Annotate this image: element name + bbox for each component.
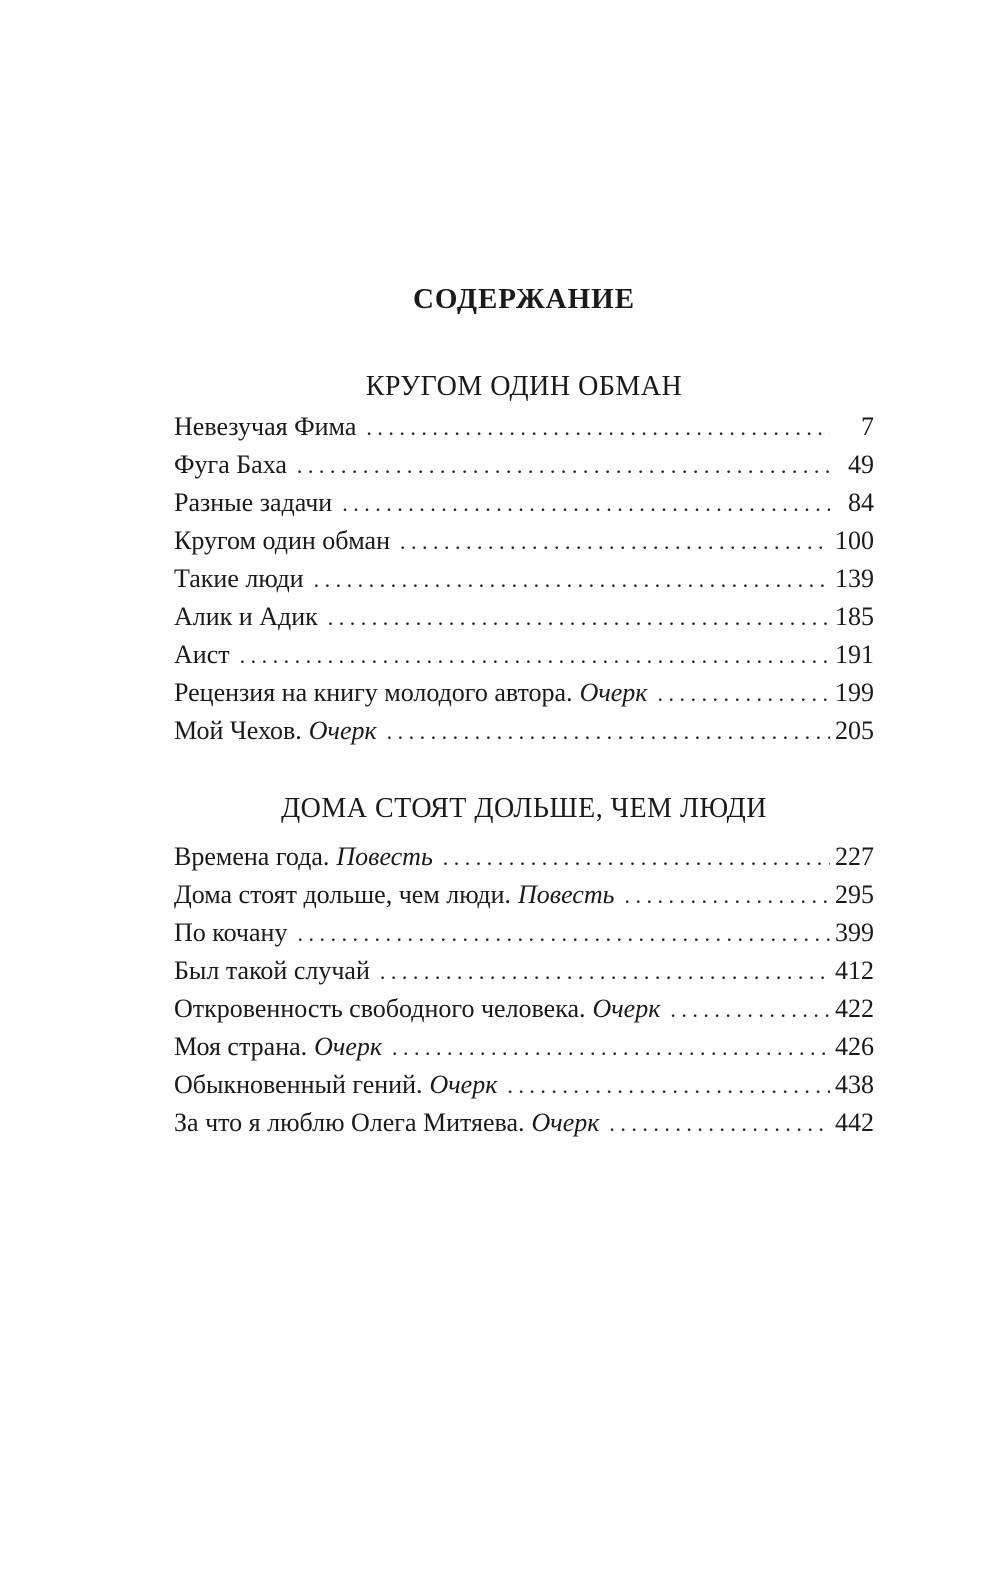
entry-genre-note: Повесть <box>518 880 615 909</box>
toc-entry[interactable] <box>174 712 874 750</box>
entry-page-number: 426 <box>835 1032 874 1061</box>
toc-entry[interactable] <box>174 598 874 636</box>
entry-page-number: 49 <box>848 450 874 479</box>
dot-leader <box>328 599 830 637</box>
entry-page-number: 422 <box>835 994 874 1023</box>
dot-leader <box>342 485 830 523</box>
entry-genre-note: Очерк <box>429 1070 498 1099</box>
toc-entry[interactable] <box>174 1066 874 1104</box>
toc-entry[interactable] <box>174 522 874 560</box>
toc-entry[interactable] <box>174 674 874 712</box>
toc-entry[interactable] <box>174 446 874 484</box>
entry-page-number: 139 <box>835 564 874 593</box>
entry-title: Фуга Баха <box>174 450 287 479</box>
dot-leader <box>387 713 830 751</box>
toc-entry[interactable] <box>174 876 874 914</box>
toc-entry[interactable] <box>174 1104 874 1142</box>
entry-genre-note: Очерк <box>314 1032 383 1061</box>
entry-page-number: 84 <box>848 488 874 517</box>
toc-entry[interactable] <box>174 560 874 598</box>
dot-leader <box>380 953 830 991</box>
entry-title: Откровенность свободного человека. <box>174 994 586 1023</box>
entry-genre-note: Повесть <box>336 842 433 871</box>
entry-title: Такие люди <box>174 564 304 593</box>
toc-entry-list <box>174 838 874 1142</box>
dot-leader <box>443 839 830 877</box>
entry-title: Алик и Адик <box>174 602 318 631</box>
entry-page-number: 227 <box>835 842 874 871</box>
entry-title: Мой Чехов. <box>174 716 302 745</box>
section-heading: КРУГОМ ОДИН ОБМАН <box>365 371 683 402</box>
dot-leader <box>314 561 830 599</box>
entry-page-number: 100 <box>835 526 874 555</box>
entry-title: Кругом один обман <box>174 526 390 555</box>
entry-genre-note: Очерк <box>531 1108 600 1137</box>
entry-title: Времена года. <box>174 842 330 871</box>
dot-leader <box>624 877 830 915</box>
dot-leader <box>297 915 830 953</box>
toc-entry[interactable] <box>174 408 874 446</box>
entry-title: За что я люблю Олега Митяева. <box>174 1108 525 1137</box>
toc-section <box>174 366 874 750</box>
toc-section <box>174 788 874 1142</box>
entry-page-number: 7 <box>861 412 874 441</box>
toc-entry[interactable] <box>174 838 874 876</box>
toc-entry-list <box>174 408 874 750</box>
dot-leader <box>366 409 830 447</box>
toc-entry[interactable] <box>174 1028 874 1066</box>
entry-title: Дома стоят дольше, чем люди. <box>174 880 512 909</box>
toc-entry[interactable] <box>174 990 874 1028</box>
entry-genre-note: Очерк <box>579 678 648 707</box>
dot-leader <box>507 1067 830 1105</box>
dot-leader <box>609 1105 830 1143</box>
entry-title: Невезучая Фима <box>174 412 357 441</box>
entry-genre-note: Очерк <box>592 994 661 1023</box>
entry-page-number: 295 <box>835 880 874 909</box>
entry-page-number: 438 <box>835 1070 874 1099</box>
entry-title: Был такой случай <box>174 956 370 985</box>
entry-page-number: 442 <box>835 1108 874 1137</box>
page-title: СОДЕРЖАНИЕ <box>412 283 636 315</box>
dot-leader <box>670 991 830 1029</box>
dot-leader <box>240 637 830 675</box>
entry-title: Аист <box>174 640 230 669</box>
dot-leader <box>657 675 830 713</box>
toc-entry[interactable] <box>174 484 874 522</box>
dot-leader <box>297 447 830 485</box>
toc-entry[interactable] <box>174 636 874 674</box>
entry-title: Рецензия на книгу молодого автора. <box>174 678 573 707</box>
dot-leader <box>400 523 830 561</box>
entry-page-number: 412 <box>835 956 874 985</box>
entry-title: Обыкновенный гений. <box>174 1070 423 1099</box>
entry-genre-note: Очерк <box>308 716 377 745</box>
section-heading: ДОМА СТОЯТ ДОЛЬШЕ, ЧЕМ ЛЮДИ <box>281 793 767 824</box>
entry-page-number: 191 <box>835 640 874 669</box>
entry-page-number: 199 <box>835 678 874 707</box>
toc-entry[interactable] <box>174 952 874 990</box>
dot-leader <box>392 1029 830 1067</box>
toc-entry[interactable] <box>174 914 874 952</box>
entry-page-number: 399 <box>835 918 874 947</box>
entry-title: По кочану <box>174 918 288 947</box>
entry-page-number: 205 <box>835 716 874 745</box>
entry-page-number: 185 <box>835 602 874 631</box>
entry-title: Моя страна. <box>174 1032 308 1061</box>
entry-title: Разные задачи <box>174 488 333 517</box>
